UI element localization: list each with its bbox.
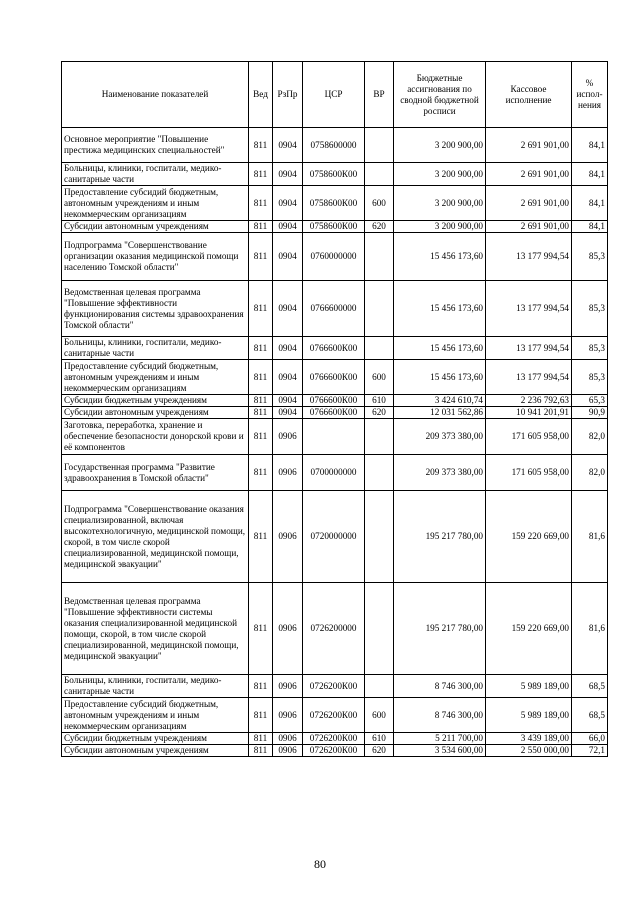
cell-rzpr: 0906 [273,698,303,733]
cell-rzpr: 0904 [273,395,303,407]
cell-cash: 171 605 958,00 [486,419,572,455]
cell-vr [365,491,394,583]
cell-pct: 68,5 [572,675,608,698]
cell-budget: 15 456 173,60 [394,281,486,337]
cell-name: Субсидии автономным учреждениям [62,407,249,419]
table-row [62,221,608,233]
cell-ved: 811 [249,675,273,698]
cell-rzpr: 0904 [273,281,303,337]
cell-pct: 84,1 [572,186,608,221]
cell-rzpr: 0906 [273,419,303,455]
cell-cash: 13 177 994,54 [486,337,572,360]
cell-rzpr: 0906 [273,491,303,583]
cell-cash: 13 177 994,54 [486,281,572,337]
cell-cash: 10 941 201,91 [486,407,572,419]
cell-csr: 0766600К00 [303,360,365,395]
cell-rzpr: 0904 [273,407,303,419]
table-row [62,455,608,491]
cell-csr: 0760000000 [303,233,365,281]
cell-rzpr: 0904 [273,221,303,233]
cell-name: Подпрограмма "Совершенствование оказания специализированной, включая высокотехнологичную, медицинской помощи, скорой, в том числе скорой специализированной, медицинской помощи, медицинской эвакуации" [62,491,249,583]
cell-cash: 159 220 669,00 [486,491,572,583]
cell-name: Ведомственная целевая программа "Повышение эффективности функционирования системы здравоохранения Томской области" [62,281,249,337]
cell-ved: 811 [249,491,273,583]
cell-name: Субсидии автономным учреждениям [62,745,249,757]
cell-name: Субсидии бюджетным учреждениям [62,733,249,745]
cell-csr: 0758600К00 [303,221,365,233]
cell-cash: 13 177 994,54 [486,233,572,281]
table-body [62,128,608,757]
budget-table [61,61,608,757]
cell-ved: 811 [249,128,273,163]
cell-vr [365,233,394,281]
cell-pct: 84,1 [572,128,608,163]
cell-cash: 2 236 792,63 [486,395,572,407]
cell-pct: 84,1 [572,221,608,233]
header-pct: % испол-нения [572,62,608,128]
cell-budget: 209 373 380,00 [394,455,486,491]
table-row [62,491,608,583]
header-csr: ЦСР [303,62,365,128]
header-ved: Вед [249,62,273,128]
cell-name: Заготовка, переработка, хранение и обеспечение безопасности донорской крови и её компонентов [62,419,249,455]
cell-name: Больницы, клиники, госпитали, медико-санитарные части [62,675,249,698]
table-row [62,407,608,419]
cell-vr [365,583,394,675]
cell-csr: 0726200К00 [303,698,365,733]
cell-ved: 811 [249,281,273,337]
cell-cash: 2 691 901,00 [486,221,572,233]
cell-cash: 2 691 901,00 [486,186,572,221]
header-cash: Кассовое исполнение [486,62,572,128]
cell-cash: 2 550 000,00 [486,745,572,757]
cell-cash: 171 605 958,00 [486,455,572,491]
table-row [62,583,608,675]
cell-pct: 65,3 [572,395,608,407]
cell-cash: 2 691 901,00 [486,128,572,163]
cell-rzpr: 0906 [273,733,303,745]
cell-pct: 85,3 [572,281,608,337]
cell-name: Больницы, клиники, госпитали, медико-санитарные части [62,163,249,186]
cell-vr: 620 [365,745,394,757]
cell-vr [365,128,394,163]
table-row [62,163,608,186]
cell-ved: 811 [249,407,273,419]
cell-pct: 81,6 [572,491,608,583]
cell-vr: 600 [365,360,394,395]
cell-name: Субсидии автономным учреждениям [62,221,249,233]
cell-pct: 82,0 [572,419,608,455]
cell-vr: 600 [365,698,394,733]
table-row [62,698,608,733]
cell-budget: 8 746 300,00 [394,675,486,698]
cell-rzpr: 0904 [273,337,303,360]
cell-budget: 3 534 600,00 [394,745,486,757]
cell-pct: 72,1 [572,745,608,757]
cell-pct: 84,1 [572,163,608,186]
cell-ved: 811 [249,733,273,745]
table-row [62,128,608,163]
cell-rzpr: 0906 [273,583,303,675]
cell-ved: 811 [249,186,273,221]
cell-rzpr: 0904 [273,163,303,186]
table-row [62,745,608,757]
cell-csr: 0720000000 [303,491,365,583]
cell-budget: 15 456 173,60 [394,360,486,395]
cell-rzpr: 0906 [273,675,303,698]
table-row [62,733,608,745]
table-row [62,675,608,698]
cell-budget: 3 200 900,00 [394,128,486,163]
cell-name: Основное мероприятие "Повышение престижа медицинских специальностей" [62,128,249,163]
cell-csr: 0766600К00 [303,395,365,407]
cell-cash: 3 439 189,00 [486,733,572,745]
cell-budget: 15 456 173,60 [394,337,486,360]
cell-budget: 12 031 562,86 [394,407,486,419]
table-row [62,281,608,337]
cell-budget: 5 211 700,00 [394,733,486,745]
table-row [62,419,608,455]
cell-ved: 811 [249,583,273,675]
cell-csr [303,419,365,455]
cell-csr: 0700000000 [303,455,365,491]
cell-ved: 811 [249,419,273,455]
header-vr: ВР [365,62,394,128]
cell-vr [365,675,394,698]
cell-name: Предоставление субсидий бюджетным, автономным учреждениям и иным некоммерческим организациям [62,698,249,733]
cell-vr [365,281,394,337]
cell-name: Предоставление субсидий бюджетным, автономным учреждениям и иным некоммерческим организациям [62,360,249,395]
cell-pct: 68,5 [572,698,608,733]
cell-name: Государственная программа "Развитие здравоохранения в Томской области" [62,455,249,491]
cell-rzpr: 0904 [273,186,303,221]
cell-budget: 15 456 173,60 [394,233,486,281]
cell-ved: 811 [249,337,273,360]
cell-cash: 2 691 901,00 [486,163,572,186]
cell-vr: 610 [365,395,394,407]
table-row [62,186,608,221]
cell-csr: 0758600К00 [303,163,365,186]
cell-name: Предоставление субсидий бюджетным, автономным учреждениям и иным некоммерческим организациям [62,186,249,221]
table-row [62,360,608,395]
cell-budget: 195 217 780,00 [394,491,486,583]
header-budget: Бюджетные ассигнования по сводной бюджетной росписи [394,62,486,128]
cell-budget: 8 746 300,00 [394,698,486,733]
cell-name: Больницы, клиники, госпитали, медико-санитарные части [62,337,249,360]
cell-vr [365,337,394,360]
table-row [62,233,608,281]
cell-csr: 0726200К00 [303,733,365,745]
header-name: Наименование показателей [62,62,249,128]
cell-pct: 66,0 [572,733,608,745]
cell-csr: 0766600К00 [303,407,365,419]
cell-csr: 0758600000 [303,128,365,163]
cell-name: Ведомственная целевая программа "Повышение эффективности системы оказания специализированной медицинской помощи, скорой, в том числе скорой специализированной, медицинской помощи, медицинской эвакуации" [62,583,249,675]
cell-vr [365,163,394,186]
cell-ved: 811 [249,163,273,186]
cell-vr: 600 [365,186,394,221]
cell-ved: 811 [249,455,273,491]
cell-budget: 3 200 900,00 [394,221,486,233]
cell-csr: 0758600К00 [303,186,365,221]
page-number: 80 [314,857,326,871]
cell-csr: 0766600000 [303,281,365,337]
cell-ved: 811 [249,221,273,233]
table-row [62,337,608,360]
cell-vr: 610 [365,733,394,745]
cell-pct: 85,3 [572,233,608,281]
cell-pct: 90,9 [572,407,608,419]
cell-cash: 159 220 669,00 [486,583,572,675]
cell-rzpr: 0904 [273,128,303,163]
cell-rzpr: 0904 [273,233,303,281]
cell-cash: 5 989 189,00 [486,675,572,698]
cell-csr: 0726200К00 [303,745,365,757]
table-row [62,395,608,407]
cell-budget: 3 200 900,00 [394,186,486,221]
cell-ved: 811 [249,360,273,395]
cell-name: Подпрограмма "Совершенствование организации оказания медицинской помощи населению Томской области" [62,233,249,281]
cell-pct: 85,3 [572,360,608,395]
cell-vr [365,419,394,455]
cell-budget: 3 200 900,00 [394,163,486,186]
header-row [62,62,608,128]
cell-csr: 0726200К00 [303,675,365,698]
cell-vr: 620 [365,407,394,419]
cell-ved: 811 [249,395,273,407]
cell-cash: 13 177 994,54 [486,360,572,395]
cell-cash: 5 989 189,00 [486,698,572,733]
cell-budget: 209 373 380,00 [394,419,486,455]
cell-name: Субсидии бюджетным учреждениям [62,395,249,407]
cell-budget: 3 424 610,74 [394,395,486,407]
cell-vr: 620 [365,221,394,233]
cell-csr: 0726200000 [303,583,365,675]
cell-ved: 811 [249,698,273,733]
cell-rzpr: 0904 [273,360,303,395]
cell-vr [365,455,394,491]
cell-pct: 85,3 [572,337,608,360]
cell-rzpr: 0906 [273,455,303,491]
cell-rzpr: 0906 [273,745,303,757]
cell-ved: 811 [249,745,273,757]
cell-ved: 811 [249,233,273,281]
cell-pct: 81,6 [572,583,608,675]
cell-budget: 195 217 780,00 [394,583,486,675]
header-rzpr: РзПр [273,62,303,128]
cell-pct: 82,0 [572,455,608,491]
cell-csr: 0766600К00 [303,337,365,360]
